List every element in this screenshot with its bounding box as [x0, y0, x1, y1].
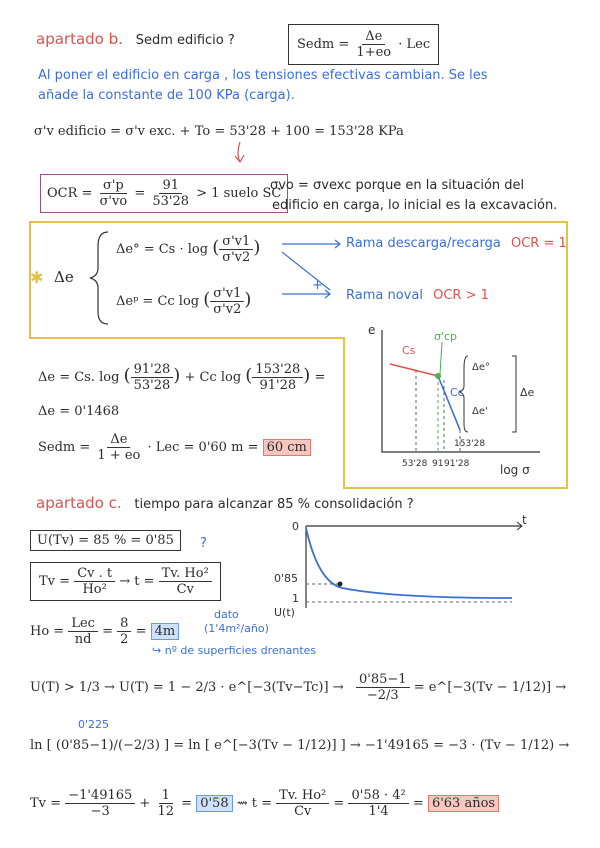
heading-b-question: Sedm edificio ?	[135, 33, 235, 48]
tv-final-eq: =	[181, 796, 193, 811]
dato-label: dato	[214, 608, 239, 621]
plus-sign: +	[312, 278, 323, 293]
de-elastic-frac	[219, 234, 253, 265]
heading-c-question: tiempo para alcanzar 85 % consolidación ?	[134, 497, 414, 512]
tv-result: 0'58	[196, 795, 232, 812]
ocr-note-1: σvo = σvexc porque en la situación del	[270, 178, 525, 193]
calc-1-num-2: 153'28	[252, 362, 303, 378]
graph-tick-4: 153'28	[454, 439, 486, 449]
calc-3-den: 1 + eo	[97, 448, 141, 463]
note-line-1: Al poner el edificio en carga , los tensiones efectivas cambian. Se les	[38, 68, 488, 83]
calc-1-frac-1	[131, 362, 174, 393]
tv-num-1: Cv . t	[74, 566, 115, 582]
ho-eq: =	[102, 624, 113, 639]
ocr-eq: =	[134, 186, 146, 201]
ho-num-2: 8	[117, 616, 131, 632]
calc-3-result: 60 cm	[263, 439, 311, 456]
tv-final-den-2: 12	[157, 804, 175, 819]
t-den-2: 1'4	[368, 804, 389, 819]
calc-1-rhs: =	[314, 370, 326, 385]
tv-den-2: Cv	[176, 582, 194, 597]
branch-unload-label: Rama descarga/recarga	[346, 236, 501, 251]
calc-1-frac-2	[252, 362, 303, 393]
t-num-2: 0'58 · 4²	[348, 788, 408, 804]
graph-cc: Cc	[450, 386, 464, 399]
tv-arrow: → t =	[119, 574, 155, 589]
de-plastic-frac	[210, 286, 244, 317]
ho-frac-1	[68, 616, 98, 647]
graph-cs: Cs	[402, 344, 416, 357]
ho-num-1: Lec	[68, 616, 98, 632]
tv-num-2: Tv. Ho²	[159, 566, 212, 582]
ho-result: 4m	[151, 623, 180, 640]
nd-note-text: nº de superficies drenantes	[164, 644, 317, 657]
tv-final-num-2: 1	[159, 788, 173, 804]
question-mark: ?	[200, 536, 207, 551]
tv-final-num-1: −1'49165	[65, 788, 135, 804]
graph-one: 1	[292, 592, 299, 605]
graph-de: Δe	[520, 386, 535, 399]
branch-unload-ocr: OCR = 1	[510, 236, 567, 251]
cs-line	[390, 364, 438, 376]
ocr-den-2: 53'28	[152, 194, 190, 209]
nd-note: ↪ nº de superficies drenantes	[152, 644, 317, 657]
tv-final-frac-2	[154, 788, 177, 819]
sedm-num: Δe	[362, 29, 385, 45]
u-curve	[306, 528, 512, 598]
calc-1: Δe = Cs. log ( $\frac{91'28}{53'28}$ ) + Cc log ( $\frac{153'28}{91'28}$ ) =	[38, 362, 326, 393]
sedm-den: 1+eo	[356, 45, 392, 60]
sigma-cp-pointer	[440, 342, 442, 374]
graph-de-p: Δe'	[472, 406, 488, 417]
de-plastic-text: Δeᵖ = Cc log	[116, 294, 200, 309]
consolidation-graph	[272, 512, 562, 622]
ocr-den-1: σ'vo	[99, 194, 128, 209]
de-elastic-row: Δe° = Cs · log ( $\frac{\sigma'v1}{\sigma'v2}$ )	[116, 234, 261, 265]
ho-den-2: 2	[120, 632, 129, 647]
u-box: U(Tv) = 85 % = 0'85	[30, 530, 181, 551]
graph-t: t	[522, 513, 527, 527]
stress-equation: σ'v edificio = σ'v exc. + To = 53'28 + 100 = 153'28 KPa	[34, 124, 404, 139]
heading-c-label: apartado c.	[36, 494, 122, 512]
graph-de-e: Δe°	[472, 362, 490, 373]
calc-1-den-1: 53'28	[133, 378, 171, 393]
ocr-rhs: > 1 suelo SC	[196, 186, 282, 201]
cc-line	[438, 376, 460, 430]
branch-virgin	[346, 288, 489, 303]
ho-den-1: nd	[74, 632, 92, 647]
ho-frac-2	[117, 616, 131, 647]
star-icon: ✱	[30, 268, 44, 287]
calc-3-lhs: Sedm =	[38, 440, 91, 455]
u85-point	[338, 582, 343, 587]
t-result: 6'63 años	[428, 795, 499, 812]
ocr-lhs: OCR =	[47, 186, 93, 201]
sedm-rhs: · Lec	[398, 37, 431, 52]
calc-3-num: Δe	[107, 432, 130, 448]
sedm-lhs: Sedm =	[297, 37, 350, 52]
calc-3-mid: · Lec = 0'60 m =	[147, 440, 259, 455]
de-elastic-num: σ'v1	[219, 234, 253, 250]
de-plastic-row: Δeᵖ = Cc log ( $\frac{\sigma'v1}{\sigma'v2}$ )	[116, 286, 252, 317]
ocr-num-1: σ'p	[100, 178, 127, 194]
u-equation: U(T) > 1/3 → U(T) = 1 − 2/3 · e^[−3(Tv−Tc)] →	[30, 680, 344, 695]
delta-e-label: Δe	[54, 268, 74, 286]
graph-u-label: U(t)	[274, 606, 295, 619]
tv-frac-2	[159, 566, 212, 597]
u-equation-rhs	[356, 672, 566, 703]
graph-tick-3: 91'28	[444, 459, 470, 469]
heading-c	[36, 494, 414, 512]
ln-small-note: 0'225	[78, 718, 110, 731]
tv-lhs: Tv =	[39, 574, 71, 589]
note-line-2: añade la constante de 100 KPa (carga).	[38, 88, 295, 103]
u-rhs-text: = e^[−3(Tv − 1/12)] →	[413, 680, 567, 695]
e-log-sigma-graph	[350, 320, 565, 485]
calc-2: Δe = 0'1468	[38, 404, 120, 419]
t-arrow: ⇝ t =	[236, 796, 273, 811]
graph-x-label: log σ	[500, 463, 530, 477]
tv-final-den-1: −3	[90, 804, 110, 819]
heading-b-label: apartado b.	[36, 30, 123, 48]
tv-frac-1	[74, 566, 115, 597]
t-num-1: Tv. Ho²	[276, 788, 329, 804]
tv-den-1: Ho²	[82, 582, 107, 597]
de-plastic-den: σ'v2	[213, 302, 242, 317]
graph-tick-1: 53'28	[402, 459, 428, 469]
branch-virgin-label: Rama noval	[346, 288, 423, 303]
calc-1-mid: + Cc log	[184, 370, 242, 385]
u-rhs-num: 0'85−1	[356, 672, 410, 688]
calc-1-lhs: Δe = Cs. log	[38, 370, 120, 385]
de-elastic-den: σ'v2	[222, 250, 251, 265]
de-elastic-text: Δe° = Cs · log	[116, 242, 209, 257]
t-eq-2: =	[412, 796, 424, 811]
dato-value: (1'4m²/año)	[204, 622, 269, 635]
ocr-num-2: 91	[159, 178, 182, 194]
de-plastic-num: σ'v1	[210, 286, 244, 302]
tv-final-lhs: Tv =	[30, 796, 62, 811]
graph-zero: 0	[292, 520, 299, 533]
u-rhs-frac	[356, 672, 410, 703]
calc-1-num-1: 91'28	[131, 362, 174, 378]
u-rhs-den: −2/3	[366, 688, 399, 703]
t-eq: =	[333, 796, 345, 811]
calc-1-den-2: 91'28	[259, 378, 297, 393]
graph-e-label: e	[368, 323, 376, 337]
t-frac-2	[348, 788, 408, 819]
tv-final-frac-1	[65, 788, 135, 819]
ln-equation: ln [ (0'85−1)/(−2/3) ] = ln [ e^[−3(Tv − 1/12)] ] → −1'49165 = −3 · (Tv − 1/12) →	[30, 738, 570, 753]
t-den-1: Cv	[294, 804, 312, 819]
graph-sigma-cp: σ'cp	[434, 330, 458, 343]
calc-3	[38, 432, 311, 463]
t-frac-1	[276, 788, 329, 819]
brace-de	[512, 356, 516, 432]
tv-box	[30, 562, 221, 601]
branch-virgin-ocr: OCR > 1	[433, 288, 489, 303]
ho-equation: Ho = $\frac{\text{Lec}}{nd}$ = $\frac{8}{2}$ = 4m	[30, 616, 179, 647]
calc-3-frac	[94, 432, 143, 463]
tv-final	[30, 788, 499, 819]
ho-lhs: Ho =	[30, 624, 65, 639]
graph-tick-2: 91	[432, 459, 444, 469]
branch-unload	[346, 236, 567, 251]
tv-final-plus: +	[139, 796, 151, 811]
graph-085: 0'85	[274, 572, 299, 585]
ocr-note-2: edificio en carga, lo inicial es la excavación.	[272, 198, 558, 213]
